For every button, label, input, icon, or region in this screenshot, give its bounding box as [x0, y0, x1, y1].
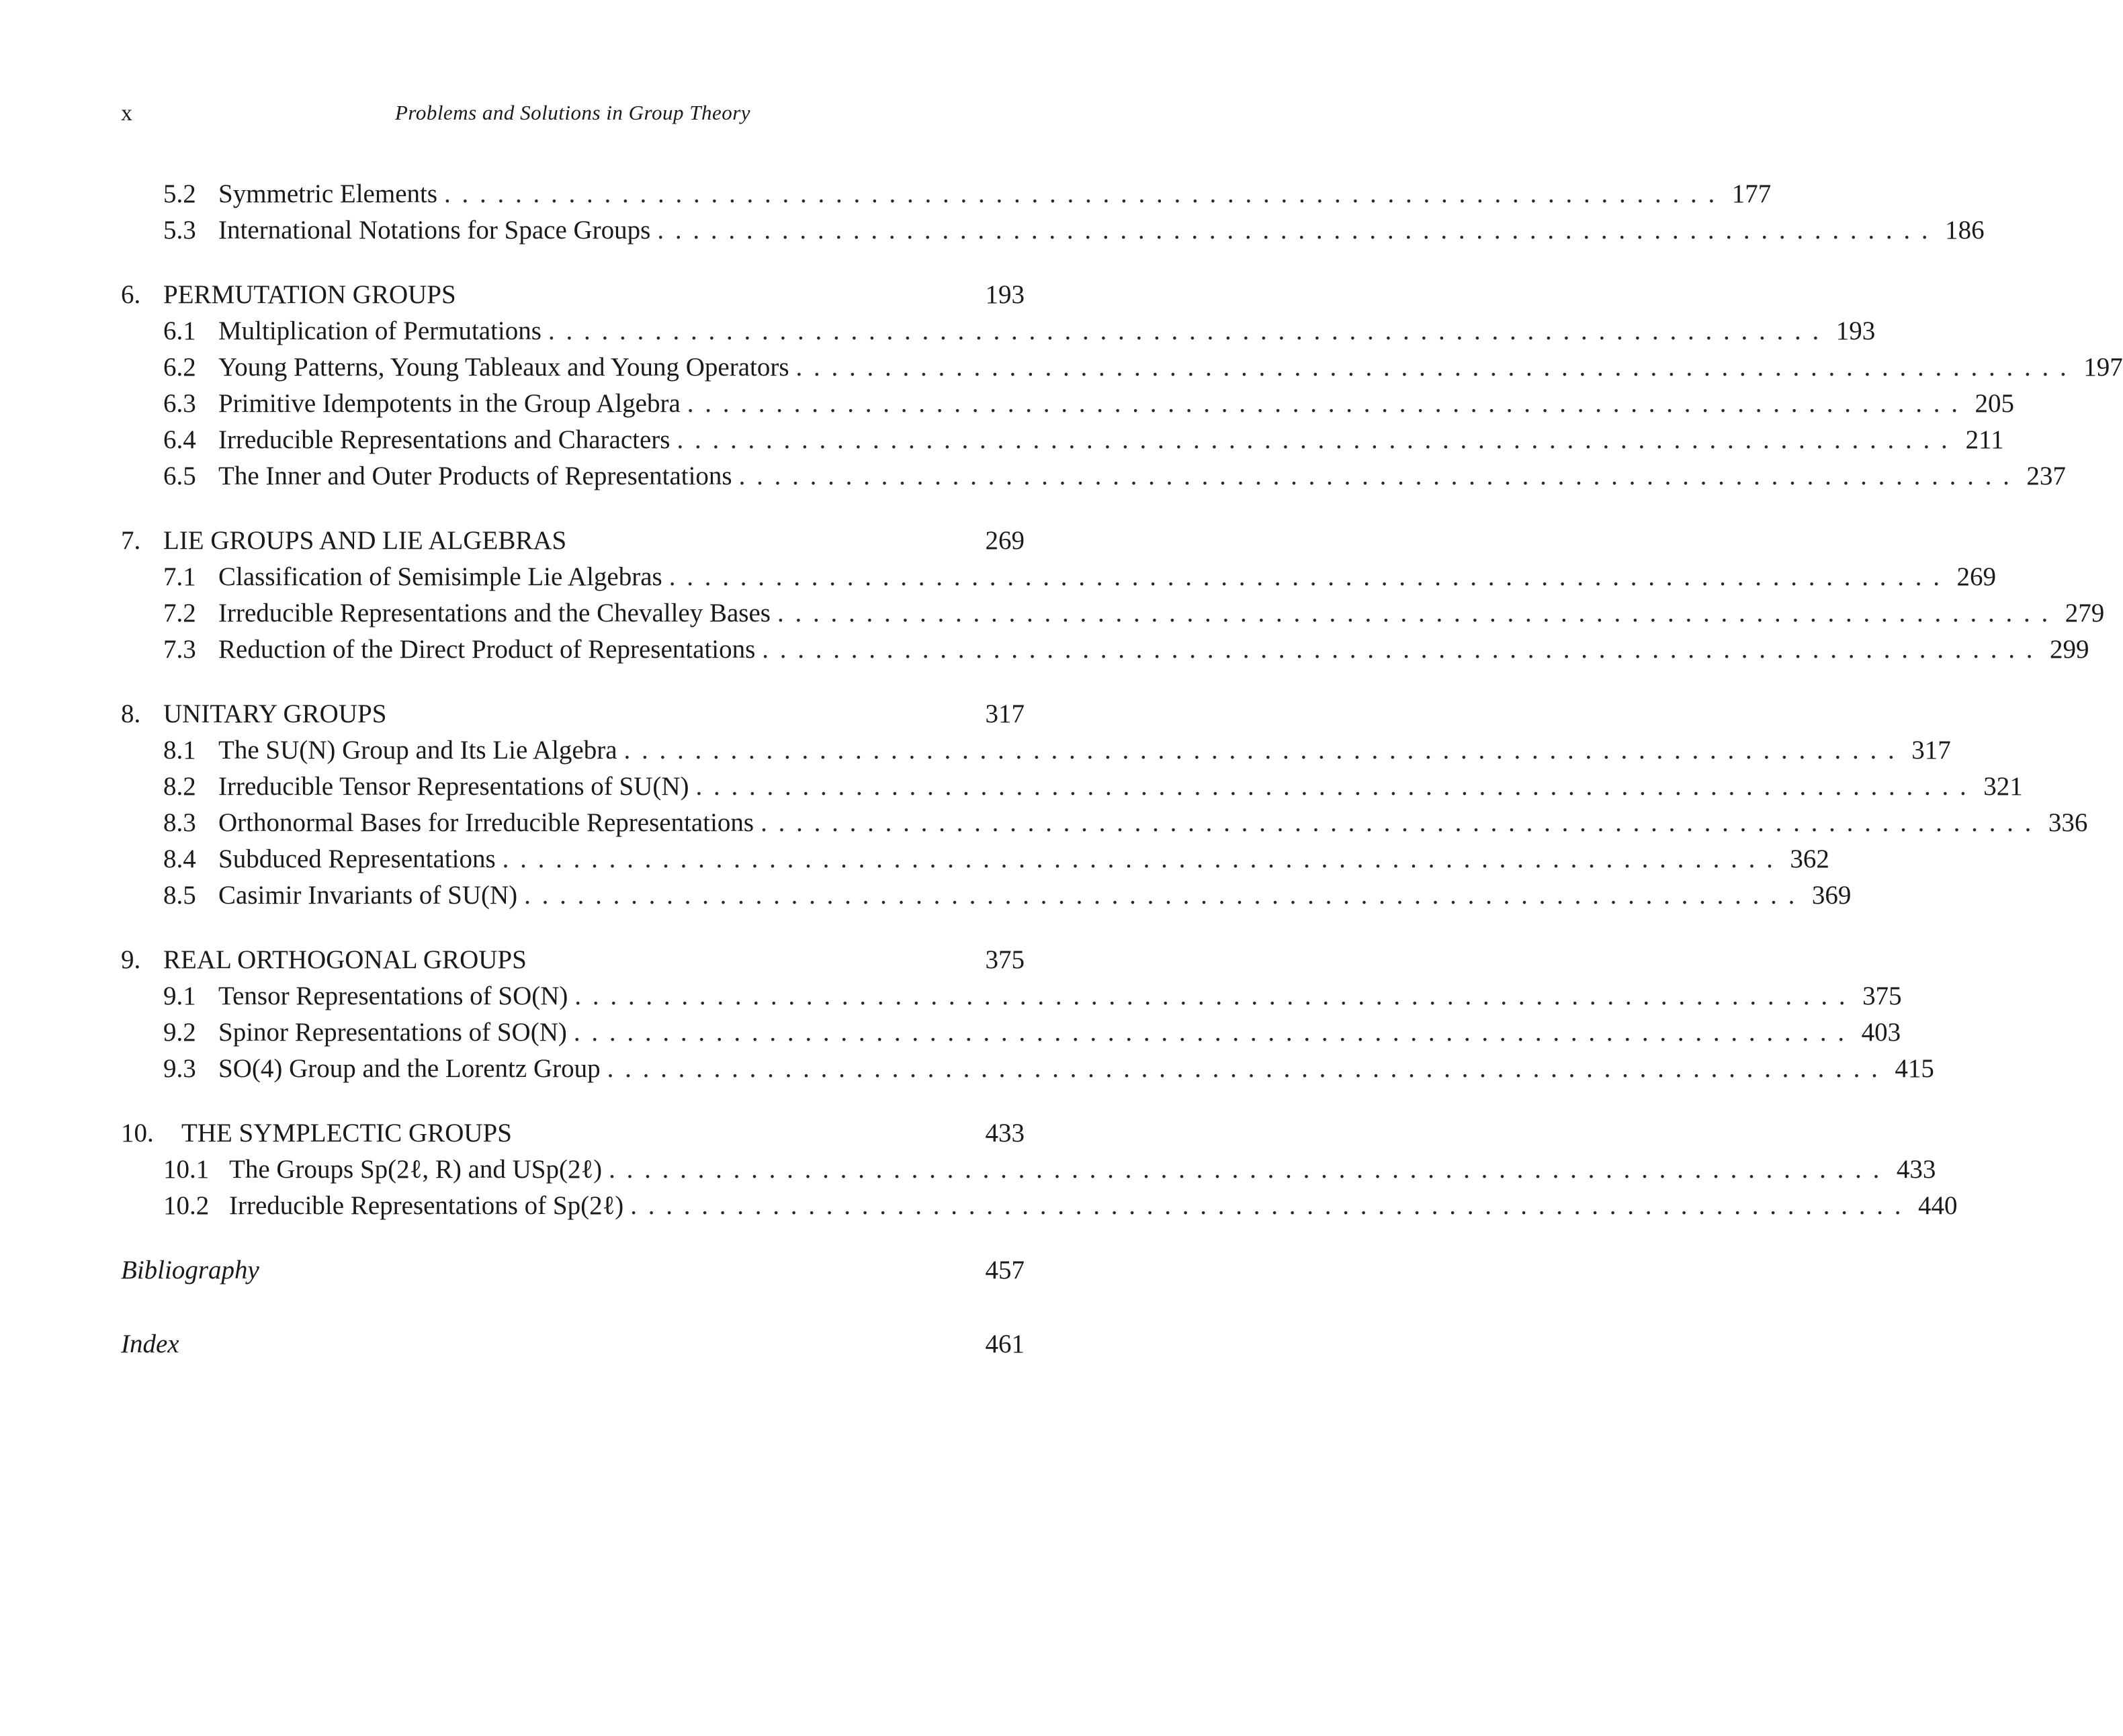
dot-leader: [524, 877, 1794, 914]
dot-leader: [503, 841, 1773, 877]
section-title: Irreducible Representations and Characters: [218, 425, 670, 454]
section-title: Young Patterns, Young Tableaux and Young Operators: [218, 353, 789, 382]
page-ref: 440: [1918, 1191, 1958, 1220]
toc-index[interactable]: [121, 1326, 1025, 1362]
section-number: 7.1: [163, 562, 196, 591]
toc-entry-9-3[interactable]: [121, 1051, 1934, 1087]
page-ref: 237: [2026, 462, 2066, 490]
page-ref: 299: [2050, 635, 2089, 664]
toc-entry-6-2[interactable]: [121, 349, 2123, 386]
chapter-title: LIE GROUPS AND LIE ALGEBRAS: [163, 526, 567, 555]
section-number: 5.3: [163, 216, 196, 245]
section-title: The SU(N) Group and Its Lie Algebra: [218, 736, 617, 765]
page-ref: 433: [1896, 1155, 1936, 1184]
toc-entry-5-2[interactable]: [121, 176, 1772, 212]
section-title: Primitive Idempotents in the Group Algebra: [218, 389, 681, 418]
page-ref: 211: [1965, 425, 2004, 454]
toc-entry-5-3[interactable]: [121, 212, 1985, 249]
toc-entry-9-1[interactable]: [121, 978, 1902, 1014]
section-title: Irreducible Representations of Sp(2ℓ): [229, 1191, 624, 1220]
section-title: Irreducible Representations and the Chevalley Bases: [218, 599, 771, 627]
section-number: 8.4: [163, 844, 196, 873]
section-number: 7.2: [163, 599, 196, 627]
page-ref: 193: [1835, 316, 1876, 345]
page-ref: 317: [985, 699, 1025, 728]
running-title: Problems and Solutions in Group Theory: [394, 101, 751, 124]
section-number: 10.2: [163, 1191, 210, 1220]
section-number: 8.2: [163, 772, 196, 801]
dot-leader: [762, 632, 2032, 668]
dot-leader: [574, 1014, 1844, 1051]
chapter-title: THE SYMPLECTIC GROUPS: [181, 1119, 512, 1147]
toc-entry-6-5[interactable]: [121, 458, 2066, 494]
section-title: Subduced Representations: [218, 844, 496, 873]
chapter-number: 9.: [121, 945, 141, 974]
chapter-title: UNITARY GROUPS: [163, 699, 387, 728]
page-ref: 336: [2048, 808, 2088, 837]
table-of-contents: [121, 176, 2123, 1362]
page-ref: 362: [1790, 844, 1829, 873]
dot-leader: [677, 422, 1947, 458]
page-ref: 279: [2065, 599, 2105, 627]
page-ref: 461: [985, 1330, 1025, 1358]
page-ref: 375: [1862, 982, 1902, 1010]
page-ref: 375: [985, 945, 1025, 974]
page-ref: 193: [985, 280, 1025, 309]
section-title: The Inner and Outer Products of Representations: [218, 462, 732, 490]
toc-entry-9-2[interactable]: [121, 1014, 1901, 1051]
page-number: x: [121, 101, 132, 126]
dot-leader: [777, 595, 2048, 632]
section-number: 9.2: [163, 1018, 196, 1047]
section-number: 6.1: [163, 316, 196, 345]
dot-leader: [761, 805, 2031, 841]
toc-entry-7-3[interactable]: [121, 632, 2089, 668]
backmatter-title: Bibliography: [121, 1256, 259, 1285]
toc-entry-6-3[interactable]: [121, 386, 2015, 422]
page-ref: 186: [1945, 216, 1985, 245]
toc-chapter-6[interactable]: [121, 277, 1025, 313]
dot-leader: [696, 769, 1966, 805]
toc-bibliography[interactable]: [121, 1252, 1025, 1289]
toc-entry-10-1[interactable]: [121, 1152, 1936, 1188]
dot-leader: [574, 978, 1845, 1014]
page-ref: 369: [1811, 881, 1852, 910]
section-number: 9.1: [163, 982, 196, 1010]
page-ref: 415: [1895, 1054, 1934, 1083]
section-title: Spinor Representations of SO(N): [218, 1018, 567, 1047]
dot-leader: [657, 212, 1927, 249]
section-title: Tensor Representations of SO(N): [218, 982, 568, 1010]
toc-chapter-10[interactable]: [121, 1115, 1025, 1152]
section-title: Orthonormal Bases for Irreducible Representations: [218, 808, 754, 837]
section-title: Reduction of the Direct Product of Representations: [218, 635, 756, 664]
section-title: The Groups Sp(2ℓ, R) and USp(2ℓ): [229, 1155, 603, 1184]
chapter-title: PERMUTATION GROUPS: [163, 280, 456, 309]
section-title: Multiplication of Permutations: [218, 316, 541, 345]
dot-leader: [796, 349, 2067, 386]
toc-entry-6-4[interactable]: [121, 422, 2004, 458]
page-ref: 177: [1731, 179, 1772, 208]
page-ref: 403: [1861, 1018, 1901, 1047]
dot-leader: [548, 313, 1819, 349]
toc-entry-7-1[interactable]: [121, 559, 1996, 595]
chapter-number: 6.: [121, 280, 141, 309]
page-ref: 317: [1911, 736, 1951, 765]
section-number: 8.1: [163, 736, 196, 765]
page-ref: 197: [2083, 353, 2123, 382]
dot-leader: [607, 1051, 1878, 1087]
dot-leader: [624, 732, 1895, 769]
toc-entry-8-4[interactable]: [121, 841, 1829, 877]
section-number: 8.5: [163, 881, 196, 910]
section-title: Casimir Invariants of SU(N): [218, 881, 518, 910]
dot-leader: [609, 1152, 1879, 1188]
chapter-title: REAL ORTHOGONAL GROUPS: [163, 945, 527, 974]
section-number: 8.3: [163, 808, 196, 837]
section-title: Classification of Semisimple Lie Algebras: [218, 562, 662, 591]
page-ref: 269: [1956, 562, 1996, 591]
page-ref: 457: [985, 1256, 1025, 1285]
dot-leader: [739, 458, 2009, 494]
section-number: 6.3: [163, 389, 196, 418]
chapter-number: 7.: [121, 526, 141, 555]
page-header: [121, 101, 1025, 134]
toc-entry-8-2[interactable]: [121, 769, 2023, 805]
toc-chapter-8[interactable]: [121, 696, 1025, 732]
page-ref: 269: [985, 526, 1025, 555]
section-number: 5.2: [163, 179, 196, 208]
section-number: 6.2: [163, 353, 196, 382]
toc-entry-7-2[interactable]: [121, 595, 2105, 632]
page-ref: 205: [1975, 389, 2015, 418]
section-number: 10.1: [163, 1155, 210, 1184]
section-number: 6.5: [163, 462, 196, 490]
section-title: SO(4) Group and the Lorentz Group: [218, 1054, 601, 1083]
dot-leader: [630, 1188, 1901, 1224]
dot-leader: [687, 386, 1958, 422]
section-title: Irreducible Tensor Representations of SU(N): [218, 772, 689, 801]
toc-entry-8-1[interactable]: [121, 732, 1951, 769]
toc-entry-8-5[interactable]: [121, 877, 1852, 914]
section-number: 9.3: [163, 1054, 196, 1083]
toc-entry-10-2[interactable]: [121, 1188, 1958, 1224]
section-number: 7.3: [163, 635, 196, 664]
section-title: International Notations for Space Groups: [218, 216, 651, 245]
toc-chapter-7[interactable]: [121, 523, 1025, 559]
dot-leader: [444, 176, 1715, 212]
toc-entry-8-3[interactable]: [121, 805, 2088, 841]
dot-leader: [669, 559, 1940, 595]
toc-entry-6-1[interactable]: [121, 313, 1876, 349]
toc-chapter-9[interactable]: [121, 942, 1025, 978]
backmatter-title: Index: [121, 1330, 179, 1358]
section-title: Symmetric Elements: [218, 179, 438, 208]
section-number: 6.4: [163, 425, 196, 454]
chapter-number: 8.: [121, 699, 141, 728]
page-ref: 433: [985, 1119, 1025, 1147]
page-ref: 321: [1983, 772, 2023, 801]
chapter-number: 10.: [121, 1119, 154, 1147]
